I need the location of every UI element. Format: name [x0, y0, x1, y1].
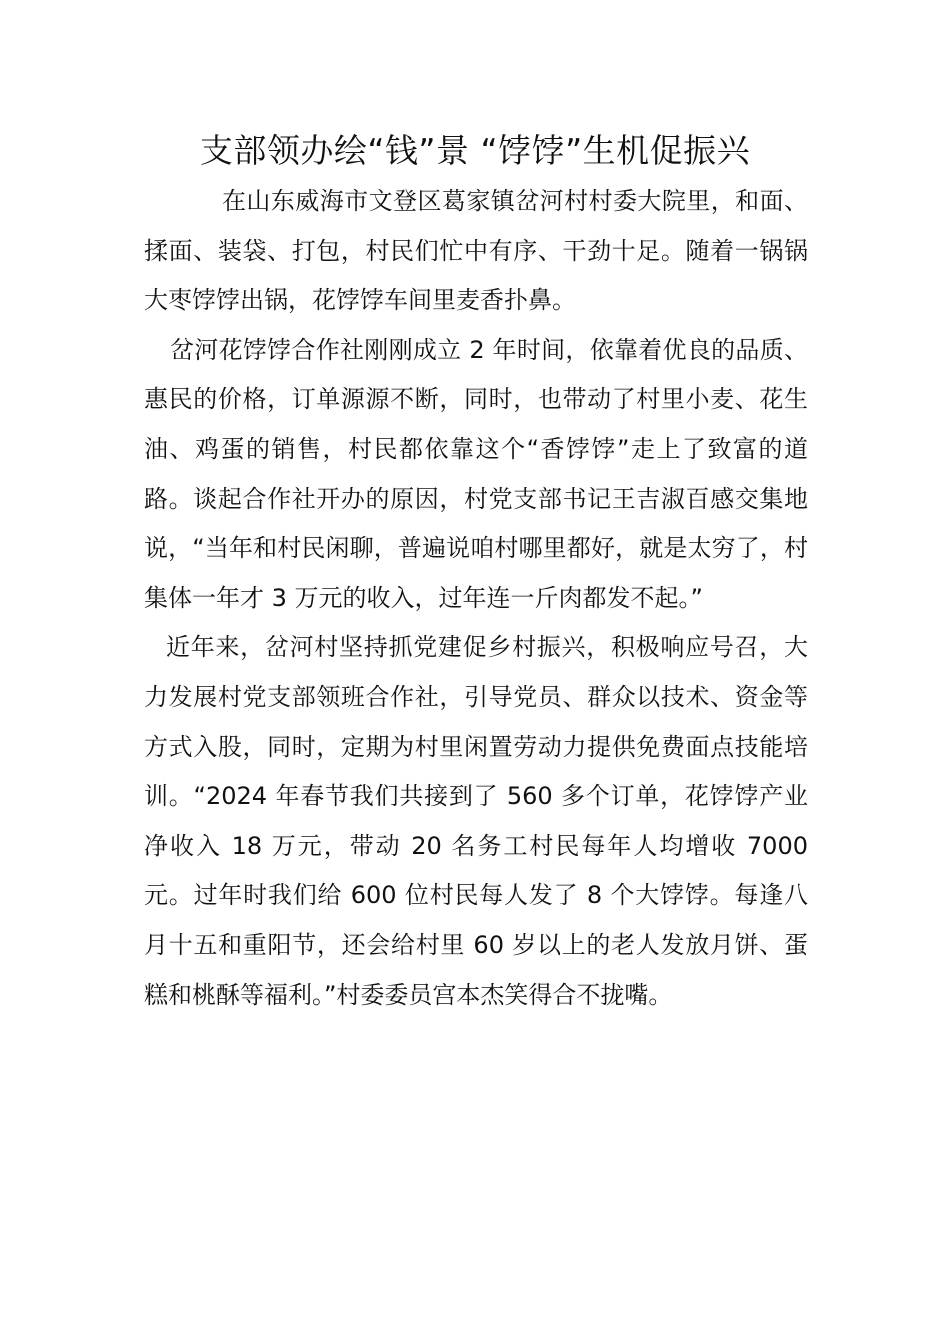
document-body — [144, 177, 808, 1020]
paragraph-3: 近年来，岔河村坚持抓党建促乡村振兴，积极响应号召，大力发展村党支部领班合作社，引导党员、群众以技术、资金等方式入股，同时，定期为村里闲置劳动力提供免费面点技能培训。“2024 年春节我们共接到了 560 多个订单，花饽饽产业净收入 18 万元，带动 20 名务工村民每年人均增收 7000 元。过年时我们给 600 位村民每人发了 8 个大饽饽。每逢八月十五和重阳节，还会给村里 60 岁以上的老人发放月饼、蛋糕和桃酥等福利。”村委委员宫本杰笑得合不拢嘴。 — [144, 633, 808, 1009]
document-title: 支部领办绘“钱”景 “饽饽”生机促振兴 — [199, 131, 751, 170]
paragraph-1: 在山东威海市文登区葛家镇岔河村村委大院里，和面、揉面、装袋、打包，村民们忙中有序、干劲十足。随着一锅锅大枣饽饽出锅，花饽饽车间里麦香扑鼻。 — [144, 187, 808, 315]
paragraph-2: 岔河花饽饽合作社刚刚成立 2 年时间，依靠着优良的品质、惠民的价格，订单源源不断，同时，也带动了村里小麦、花生油、鸡蛋的销售，村民都依靠这个“香饽饽”走上了致富的道路。谈起合作社开办的原因，村党支部书记王吉淑百感交集地说，“当年和村民闲聊，普遍说咱村哪里都好，就是太穷了，村集体一年才 3 万元的收入，过年连一斤肉都发不起。” — [144, 335, 808, 612]
